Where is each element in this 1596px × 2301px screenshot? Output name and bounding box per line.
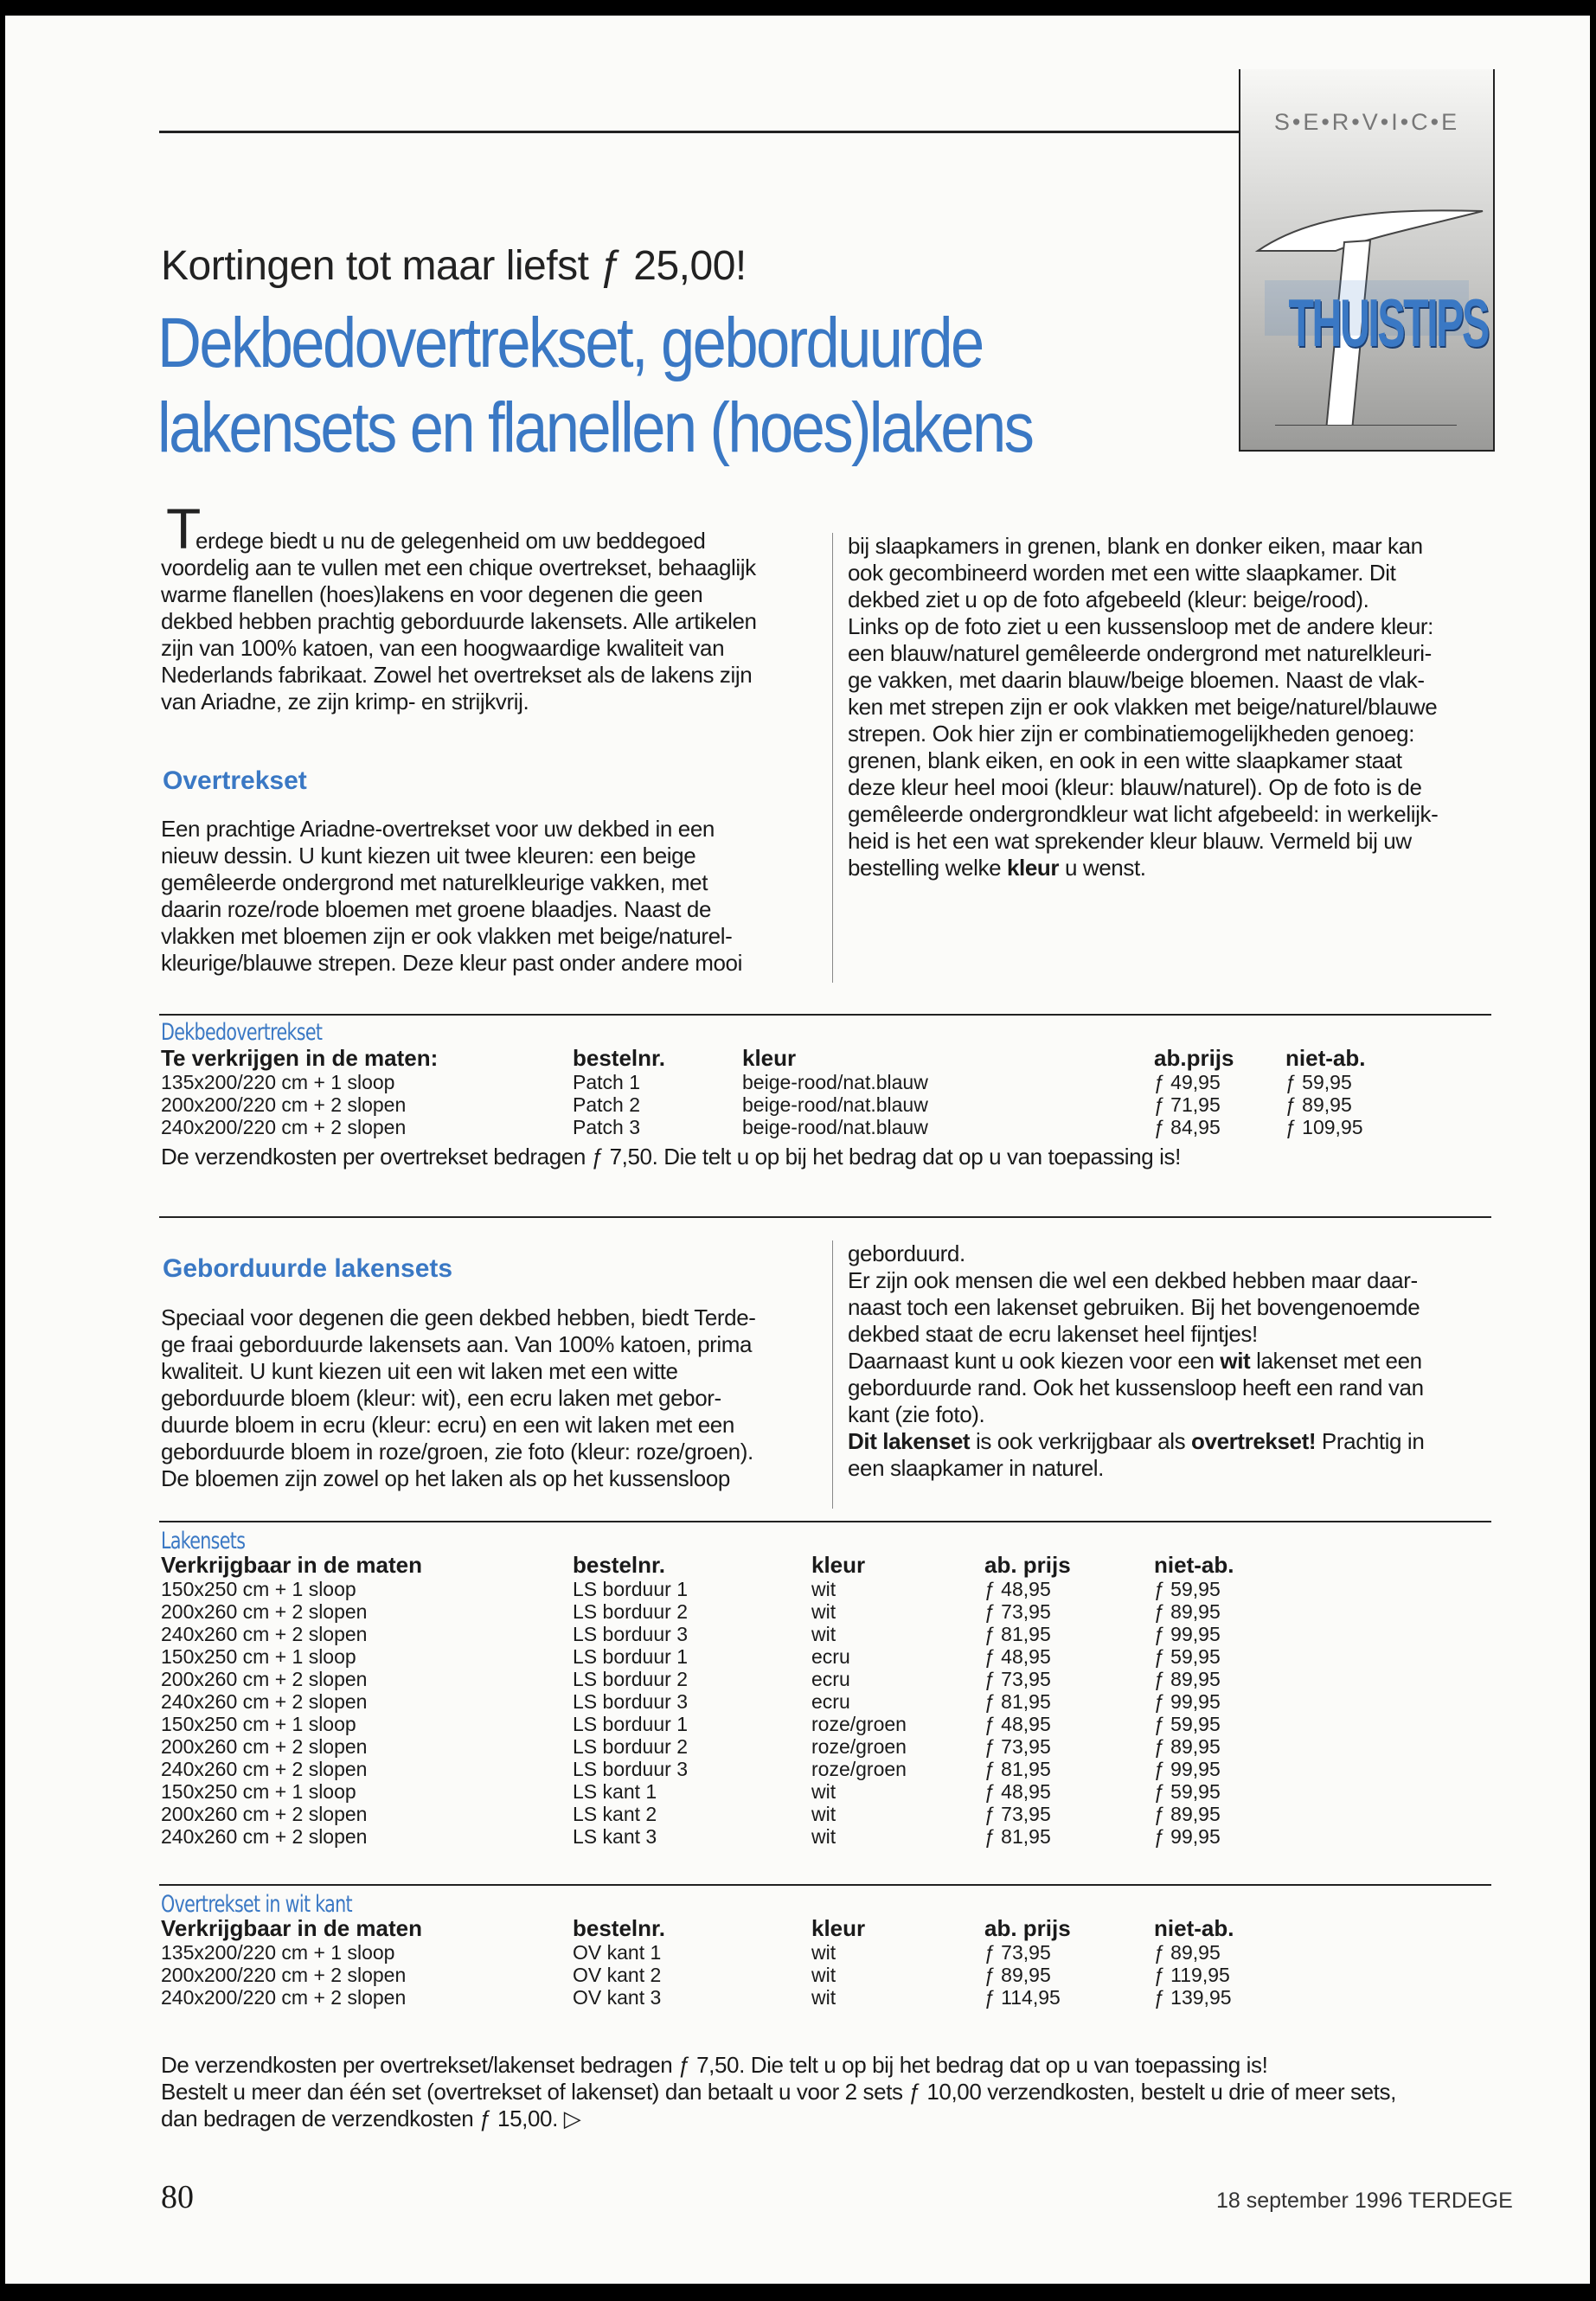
table-cell: ab. prijs — [984, 1552, 1071, 1578]
geborduurd-col2-line: kant (zie foto). — [848, 1401, 985, 1427]
table-cell: ƒ 48,95 — [984, 1578, 1051, 1600]
geborduurd-col1-line: geborduurde bloem (kleur: wit), een ecru laken met gebor- — [161, 1385, 721, 1411]
table-cell: bestelnr. — [573, 1915, 665, 1941]
table-cell: roze/groen — [811, 1758, 907, 1780]
table-cell: ƒ 73,95 — [984, 1600, 1051, 1623]
table-cell: ƒ 59,95 — [1154, 1578, 1221, 1600]
intro-col2-line: strepen. Ook hier zijn er combinatiemogelijkheden genoeg: — [848, 721, 1415, 747]
table-cell: ƒ 114,95 — [984, 1986, 1061, 2009]
table-cell: ƒ 73,95 — [984, 1941, 1051, 1964]
table-cell: LS borduur 2 — [573, 1600, 688, 1623]
table-cell: niet-ab. — [1154, 1552, 1234, 1578]
geborduurd-col2-line: dekbed staat de ecru lakenset heel fijntjes! — [848, 1321, 1258, 1347]
intro-col2-line: heid is het een wat sprekender kleur blauw. Vermeld bij uw — [848, 828, 1412, 854]
table-cell: 200x260 cm + 2 slopen — [161, 1600, 368, 1623]
table-cell: ƒ 73,95 — [984, 1735, 1051, 1758]
table-cell: ƒ 59,95 — [1154, 1780, 1221, 1803]
headline-line-2: lakensets en flanellen (hoes)lakens — [157, 388, 1033, 467]
table-cell: ƒ 99,95 — [1154, 1690, 1221, 1713]
table-cell: ƒ 81,95 — [984, 1623, 1051, 1645]
intro-col2-last-line: bestelling welke kleur u wenst. — [848, 855, 1146, 881]
table-cell: roze/groen — [811, 1713, 907, 1735]
table-cell: wit — [811, 1578, 836, 1600]
table-cell: ecru — [811, 1668, 850, 1690]
table-cell: wit — [811, 1941, 836, 1964]
table-cell: ƒ 81,95 — [984, 1758, 1051, 1780]
table-cell: 150x250 cm + 1 sloop — [161, 1645, 356, 1668]
geborduurd-col2-line: Daarnaast kunt u ook kiezen voor een wit lakenset met een — [848, 1348, 1422, 1374]
table-cell: wit — [811, 1964, 836, 1986]
table-cell: LS kant 2 — [573, 1803, 657, 1825]
table-cell: wit — [811, 1803, 836, 1825]
table-cell: wit — [811, 1825, 836, 1848]
table1-category: Dekbedovertrekset — [161, 1019, 323, 1046]
table-cell: ƒ 89,95 — [1154, 1941, 1221, 1964]
table-cell: ƒ 99,95 — [1154, 1825, 1221, 1848]
table-cell: ƒ 73,95 — [984, 1668, 1051, 1690]
table-cell: 150x250 cm + 1 sloop — [161, 1713, 356, 1735]
intro-col2-line: gemêleerde ondergrondkleur wat licht afgebeeld: in werkelijk- — [848, 801, 1439, 827]
headline-line-1: Dekbedovertrekset, geborduurde — [157, 304, 983, 382]
table-cell: LS borduur 3 — [573, 1623, 688, 1645]
geborduurd-rule — [159, 1216, 1491, 1218]
geborduurd-col1-line: geborduurde bloem in roze/groen, zie foto (kleur: roze/groen). — [161, 1439, 753, 1465]
intro-col1-line: Nederlands fabrikaat. Zowel het overtrekset als de lakens zijn — [161, 662, 753, 688]
geborduurd-col2-line: naast toch een lakenset gebruiken. Bij het bovengenoemde — [848, 1294, 1420, 1320]
overtrekset-line: Een prachtige Ariadne-overtrekset voor uw dekbed in een — [161, 816, 715, 842]
table-cell: ƒ 99,95 — [1154, 1758, 1221, 1780]
intro-col2-line: bij slaapkamers in grenen, blank en donker eiken, maar kan — [848, 533, 1423, 559]
table-cell: LS borduur 3 — [573, 1758, 688, 1780]
overtrekset-line: nieuw dessin. U kunt kiezen uit twee kleuren: een beige — [161, 843, 696, 868]
table-cell: ƒ 99,95 — [1154, 1623, 1221, 1645]
table-cell: 200x200/220 cm + 2 slopen — [161, 1964, 407, 1986]
page-number: 80 — [161, 2179, 194, 2215]
table-cell: wit — [811, 1986, 836, 2009]
table-cell: ƒ 119,95 — [1154, 1964, 1230, 1986]
table-cell: 240x200/220 cm + 2 slopen — [161, 1986, 407, 2009]
column-divider — [832, 533, 833, 983]
table-cell: 200x260 cm + 2 slopen — [161, 1803, 368, 1825]
table-cell: LS borduur 1 — [573, 1578, 688, 1600]
intro-dropcap: T — [166, 497, 202, 561]
intro-col1-line: van Ariadne, ze zijn krimp- en strijkvrij. — [161, 689, 529, 715]
table-cell: roze/groen — [811, 1735, 907, 1758]
table1-note: De verzendkosten per overtrekset bedragen ƒ 7,50. Die telt u op bij het bedrag dat op u van toepassing is! — [161, 1144, 1181, 1170]
intro-col2-line: ken met strepen zijn er ook vlakken met beige/naturel/blauwe — [848, 694, 1438, 720]
issue-info: 18 september 1996 TERDEGE — [1216, 2189, 1513, 2213]
table-cell: kleur — [811, 1552, 866, 1578]
footer-note: De verzendkosten per overtrekset/lakenset bedragen ƒ 7,50. Die telt u op bij het bedrag dat op u van toepassing is! — [161, 2052, 1268, 2078]
overtrekset-heading: Overtrekset — [163, 766, 307, 795]
overtrekset-text — [161, 816, 818, 977]
table-cell: Verkrijgbaar in de maten — [161, 1915, 423, 1941]
intro-col2-line: ook gecombineerd worden met een witte slaapkamer. Dit — [848, 560, 1396, 586]
table-cell: wit — [811, 1600, 836, 1623]
table-cell: LS kant 3 — [573, 1825, 657, 1848]
table-cell: LS borduur 2 — [573, 1735, 688, 1758]
intro-col2-line: dekbed ziet u op de foto afgebeeld (kleur: beige/rood). — [848, 586, 1369, 612]
kicker-line: Kortingen tot maar liefst ƒ 25,00! — [161, 243, 747, 289]
overtrekset-line: vlakken met bloemen zijn er ook vlakken met beige/naturel- — [161, 923, 733, 949]
table-cell: ƒ 59,95 — [1154, 1713, 1221, 1735]
table-cell: ƒ 59,95 — [1154, 1645, 1221, 1668]
table2-category: Lakensets — [161, 1528, 246, 1554]
geborduurd-col1-line: ge fraai geborduurde lakensets aan. Van 100% katoen, prima — [161, 1331, 753, 1357]
table-cell: wit — [811, 1780, 836, 1803]
table-cell: 240x260 cm + 2 slopen — [161, 1825, 368, 1848]
intro-col1-line: erdege biedt u nu de gelegenheid om uw beddegoed — [195, 528, 706, 554]
table-cell: niet-ab. — [1154, 1915, 1234, 1941]
intro-col1 — [161, 528, 818, 715]
table-cell: LS kant 1 — [573, 1780, 657, 1803]
table-cell: OV kant 2 — [573, 1964, 662, 1986]
table-cell: LS borduur 3 — [573, 1690, 688, 1713]
table-cell: ƒ 81,95 — [984, 1690, 1051, 1713]
intro-col1-line: zijn van 100% katoen, van een hoogwaardige kwaliteit van — [161, 635, 725, 661]
intro-col1-line: voordelig aan te vullen met een chique overtrekset, behaaglijk — [161, 554, 756, 580]
table-cell: ƒ 48,95 — [984, 1713, 1051, 1735]
table-cell: 150x250 cm + 1 sloop — [161, 1780, 356, 1803]
geborduurd-col1-line: De bloemen zijn zowel op het laken als op het kussensloop — [161, 1465, 730, 1491]
intro-col2-line: ge vakken, met daarin blauw/beige bloemen. Naast de vlak- — [848, 667, 1425, 693]
table-cell: 240x260 cm + 2 slopen — [161, 1623, 368, 1645]
table-cell: bestelnr. — [573, 1552, 665, 1578]
geborduurd-col1 — [161, 1304, 818, 1492]
table-cell: ƒ 81,95 — [984, 1825, 1051, 1848]
intro-col2-line: deze kleur heel mooi (kleur: blauw/naturel). Op de foto is de — [848, 774, 1422, 800]
table-cell: ecru — [811, 1645, 850, 1668]
table-cell: OV kant 3 — [573, 1986, 662, 2009]
geborduurd-col1-line: Speciaal voor degenen die geen dekbed hebben, biedt Terde- — [161, 1304, 756, 1330]
overtrekset-line: kleurige/blauwe strepen. Deze kleur past onder andere mooi — [161, 950, 742, 976]
table-cell: 135x200/220 cm + 1 sloop — [161, 1941, 395, 1964]
table-cell: 200x260 cm + 2 slopen — [161, 1735, 368, 1758]
geborduurd-column-divider — [832, 1240, 833, 1509]
geborduurd-heading: Geborduurde lakensets — [163, 1254, 453, 1283]
thuistips-logo-text: THUISTIPS — [1288, 285, 1488, 361]
geborduurd-col2-line: Er zijn ook mensen die wel een dekbed hebben maar daar- — [848, 1267, 1418, 1293]
table-cell: Verkrijgbaar in de maten — [161, 1552, 423, 1578]
geborduurd-col2-line: geborduurd. — [848, 1240, 965, 1266]
intro-col2-line: een blauw/naturel gemêleerde ondergrond met naturelkleuri- — [848, 640, 1432, 666]
table-cell: ƒ 89,95 — [1154, 1668, 1221, 1690]
table-cell: ƒ 139,95 — [1154, 1986, 1232, 2009]
geborduurd-col1-line: duurde bloem in ecru (kleur: ecru) en een wit laken met een — [161, 1412, 734, 1438]
service-label: S•E•R•V•I•C•E — [1273, 109, 1460, 135]
geborduurd-col2-line: Dit lakenset is ook verkrijgbaar als overtrekset! Prachtig in — [848, 1428, 1425, 1454]
table-cell: kleur — [811, 1915, 866, 1941]
table-cell: ƒ 89,95 — [984, 1964, 1051, 1986]
overtrekset-line: daarin roze/rode bloemen met groene blaadjes. Naast de — [161, 896, 712, 922]
table-cell: ƒ 89,95 — [1154, 1803, 1221, 1825]
table-cell: LS borduur 1 — [573, 1713, 688, 1735]
table-cell: ƒ 48,95 — [984, 1645, 1051, 1668]
table-cell: ƒ 48,95 — [984, 1780, 1051, 1803]
geborduurd-col1-line: kwaliteit. U kunt kiezen uit een wit laken met een witte — [161, 1358, 678, 1384]
table1-rule — [159, 1014, 1491, 1016]
intro-col2-line: Links op de foto ziet u een kussensloop met de andere kleur: — [848, 613, 1433, 639]
footer-notes — [161, 2052, 1510, 2132]
table-cell: ab. prijs — [984, 1915, 1071, 1941]
geborduurd-col2-line: geborduurde rand. Ook het kussensloop heeft een rand van — [848, 1375, 1424, 1400]
table-cell: ƒ 89,95 — [1154, 1600, 1221, 1623]
magazine-page: S•E•R•V•I•C•E THUISTIPS Kortingen tot maar liefst ƒ 25,00! Dekbedovertrekset, geborduurde lakensets en flanellen (hoes)lakens T erdege biedt u nu de gelegenheid om uw beddegoed voordelig aan te vullen met een chique overtrekset, behaaglijk warme flanellen (hoes)lakens en voor degenen die geen dekbed hebben prachtig geborduurde lakensets. Alle artikelen zijn van 100% katoen, van een hoogwaardige kwaliteit van Nederlands fabrikaat. Zowel het overtrekset als de lakens zijn van Ariadne, ze zijn krimp- en strijkvrij. Overtrekset Een prachtige Ariadne-overtrekset voor uw dekbed in een nieuw dessin. U kunt kiezen uit twee kleuren: een beige gemêleerde ondergrond met naturelkleurige vakken, met daarin roze/rode bloemen met groene blaadjes. Naast de vlakken met bloemen zijn er ook vlakken met beige/naturel- kleurige/blauwe strepen. Deze kleur past onder andere mooi bij slaapkamers in grenen, blank en donker eiken, maar kan ook gecombineerd worden met een witte slaapkamer. Dit dekbed ziet u op de foto afgebeeld (kleur: beige/rood). Links op de foto ziet u een kussensloop met de andere kleur: een blauw/naturel gemêleerde ondergrond met naturelkleuri- ge vakken, met daarin blauw/beige bloemen. Naast de vlak- ken met strepen zijn er ook vlakken met beige/naturel/blauwe strepen. Ook hier zijn er combinatiemogelijkheden genoeg: grenen, blank eiken, en ook in een witte slaapkamer staat deze kleur heel mooi (kleur: blauw/naturel). Op de foto is de gemêleerde ondergrondkleur wat licht afgebeeld: in werkelijk- heid is het een wat sprekender kleur blauw. Vermeld bij uw bestelling welke kleur u wenst. Dekbedovertrekset Te verkrijgen in de maten: bestelnr. kleur ab.prijs niet-ab. 135x200/220 cm + 1 sloop Patch 1 beige-rood/nat.blauw ƒ 49,95 ƒ 59,95 200x200/220 cm + 2 slopen Patch 2 beige-rood/nat.blauw ƒ 71,95 ƒ 89,95 240x200/220 cm + 2 slopen Patch 3 beige-rood/nat.blauw ƒ 84,95 ƒ 109,95 De verzendkosten per overtrekset bedragen ƒ 7,50. Die telt u op bij het bedrag dat op u van toepassing is! Geborduurde lakensets Speciaal voor degenen die geen dekbed hebben, biedt Terde- ge fraai geborduurde lakensets aan. Van 100% katoen, prima kwaliteit. U kunt kiezen uit een wit laken met een witte geborduurde bloem (kleur: wit), een ecru laken met gebor- duurde bloem in ecru (kleur: ecru) en een wit laken met een geborduurde bloem in roze/groen, zie foto (kleur: roze/groen). De bloemen zijn zowel op het laken als op het kussensloop geborduurd. Er zijn ook mensen die wel een dekbed hebben maar daar- naast toch een lakenset gebruiken. Bij het bovengenoemde dekbed staat de ecru lakenset heel fijntjes! Daarnaast kunt u ook kiezen voor een wit lakenset met een geborduurde rand. Ook het kussensloop heeft een rand van kant (zie foto). Dit lakenset is ook verkrijgbaar als overtrekset! Prachtig in een slaapkamer in naturel. Lakensets Verkrijgbaar in de maten bestelnr. kleur ab. prijs niet-ab. 150x250 cm + 1 sloop LS borduur 1 wit ƒ 48,95 ƒ 59,95 200x260 cm + 2 slopen LS borduur 2 wit ƒ 73,95 ƒ 89,95 240x260 cm + 2 slopen LS borduur 3 wit ƒ 81,95 ƒ 99,95 150x250 cm + 1 sloop LS borduur 1 ecru ƒ 48,95 ƒ 59,95 200x260 cm + 2 slopen LS borduur 2 ecru ƒ 73,95 ƒ 89,95 240x260 cm + 2 slopen LS borduur 3 ecru ƒ 81,95 ƒ 99,95 150x250 cm + 1 sloop LS borduur 1 roze/groen ƒ 48,95 ƒ 59,95 200x260 cm + 2 slopen LS borduur 2 roze/groen ƒ 73,95 ƒ 89,95 240x260 cm + 2 slopen LS borduur 3 roze/groen ƒ 81,95 ƒ 99,95 150x250 cm + 1 sloop LS kant 1 wit ƒ 48,95 ƒ 59,95 200x260 cm + 2 slopen LS kant 2 wit ƒ 73,95 ƒ 89,95 240x260 cm + 2 slopen LS kant 3 wit ƒ 81,95 ƒ 99,95 Overtrekset in wit kant Verkrijgbaar in de maten bestelnr. kleur ab. prijs niet-ab. 135x200/220 cm + 1 sloop OV kant 1 wit ƒ 73,95 ƒ 89,95 200x200/220 cm + 2 slopen OV kant 2 wit ƒ 89,95 ƒ 119,95 240x200/220 cm + 2 slopen OV kant 3 wit ƒ 114,95 ƒ 139,95 De verzendkosten per overtrekset/lakenset bedragen ƒ 7,50. Die telt u op bij het bedrag dat op u van toepassing is! Bestelt u meer dan één set (overtrekset of lakenset) dan betaalt u voor 2 sets ƒ 10,00 verzendkosten, bestelt u drie of meer sets, dan bedragen de verzendkosten ƒ 15,00. ▷ 80 18 september 1996 TERDEGE — [5, 16, 1590, 2284]
intro-col2-line: grenen, blank eiken, en ook in een witte slaapkamer staat — [848, 747, 1402, 773]
intro-col1-line: warme flanellen (hoes)lakens en voor degenen die geen — [161, 581, 703, 607]
table-cell: ƒ 89,95 — [1154, 1735, 1221, 1758]
intro-col1-line: dekbed hebben prachtig geborduurde lakensets. Alle artikelen — [161, 608, 757, 634]
table3-rule — [159, 1884, 1491, 1886]
intro-col2 — [848, 533, 1505, 881]
footer-note: Bestelt u meer dan één set (overtrekset of lakenset) dan betaalt u voor 2 sets ƒ 10,00 verzendkosten, bestelt u drie of meer sets, — [161, 2079, 1396, 2105]
table-cell: LS borduur 1 — [573, 1645, 688, 1668]
geborduurd-col2 — [848, 1240, 1505, 1482]
table3-category: Overtrekset in wit kant — [161, 1891, 352, 1918]
table-cell: 200x260 cm + 2 slopen — [161, 1668, 368, 1690]
table-cell: ƒ 73,95 — [984, 1803, 1051, 1825]
geborduurd-col2-line: een slaapkamer in naturel. — [848, 1455, 1105, 1481]
table-cell: OV kant 1 — [573, 1941, 662, 1964]
service-logo-box — [1239, 69, 1495, 452]
table-cell: 240x260 cm + 2 slopen — [161, 1690, 368, 1713]
table-cell: wit — [811, 1623, 836, 1645]
table-cell: ecru — [811, 1690, 850, 1713]
table-cell: 150x250 cm + 1 sloop — [161, 1578, 356, 1600]
table-cell: 240x260 cm + 2 slopen — [161, 1758, 368, 1780]
table-cell: LS borduur 2 — [573, 1668, 688, 1690]
overtrekset-line: gemêleerde ondergrond met naturelkleurige vakken, met — [161, 869, 708, 895]
table2-rule — [159, 1521, 1491, 1522]
footer-note: dan bedragen de verzendkosten ƒ 15,00. ▷ — [161, 2106, 581, 2131]
